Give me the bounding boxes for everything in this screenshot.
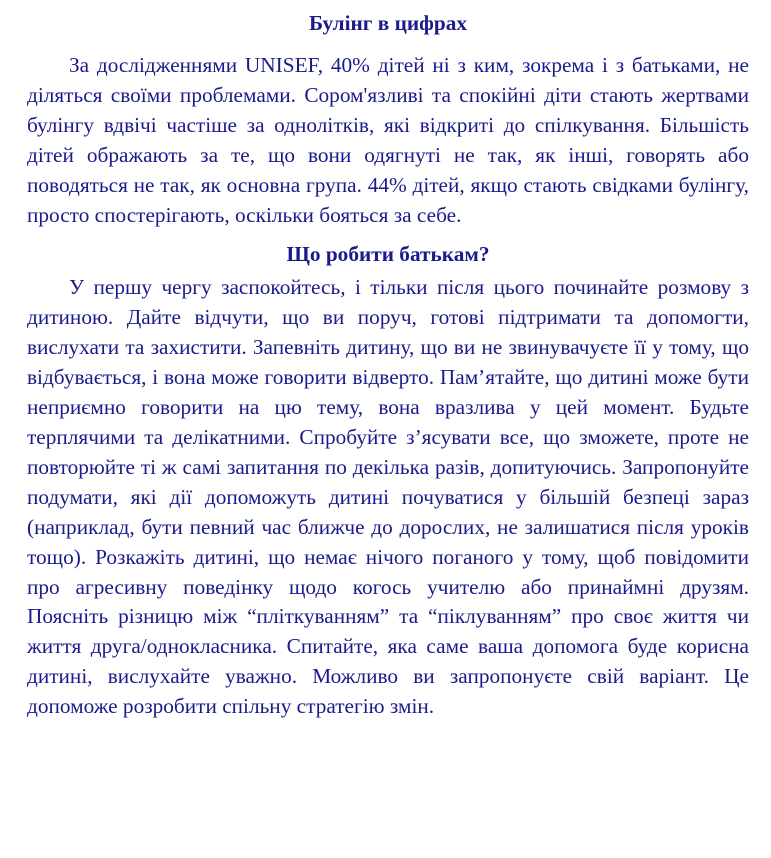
section-heading-parents-advice: Що робити батькам? xyxy=(286,242,490,267)
paragraph-bullying-stats: За дослідженнями UNISEF, 40% дітей ні з ким, зокрема і з батьками, не діляться своїми проблемами. Сором'язливі та спокійні діти стають жертвами булінгу вдвічі частіше за однолітків, які відкриті до спілкування. Більшість дітей ображають за те, що вони одягнуті не так, як інші, говорять або поводяться не так, як основна група. 44% дітей, якщо стають свідками булінгу, просто спостерігають, оскільки бояться за себе. xyxy=(27,53,749,227)
section-heading-bullying-stats: Булінг в цифрах xyxy=(308,11,468,35)
paragraph-parents-advice: У першу чергу заспокойтесь, і тільки після цього починайте розмову з дитиною. Дайте відчути, що ви поруч, готові підтримати та допомогти, вислухати та захистити. Запевніть дитину, що ви не звинувачуєте її у тому, що відбувається, і вона може говорити відверто. Пам’ятайте, що дитині може бути неприємно говорити на цю тему, вона вразлива у цей момент. Будьте терплячими та делікатними. Спробуйте з’ясувати все, що зможете, проте не повторюйте ті ж самі запитання по декілька разів, допитуючись. Запропонуйте подумати, які дії допоможуть дитині почуватися у більшій безпеці зараз (наприклад, бути певний час ближче до дорослих, не залишатися після уроків тощо). Розкажіть дитині, що немає нічого поганого у тому, щоб повідомити про агресивну поведінку щодо когось учителю або принаймні друзям. Поясніть різницю між “пліткуванням” та “піклуванням” про своє життя чи життя друга/однокласника. Спитайте, яка саме ваша допомога буде корисна дитині, вислухайте уважно. Можливо ви запропонуєте свій варіант. Це допоможе розробити спільну стратегію змін. xyxy=(27,275,749,719)
document-page xyxy=(27,6,749,722)
